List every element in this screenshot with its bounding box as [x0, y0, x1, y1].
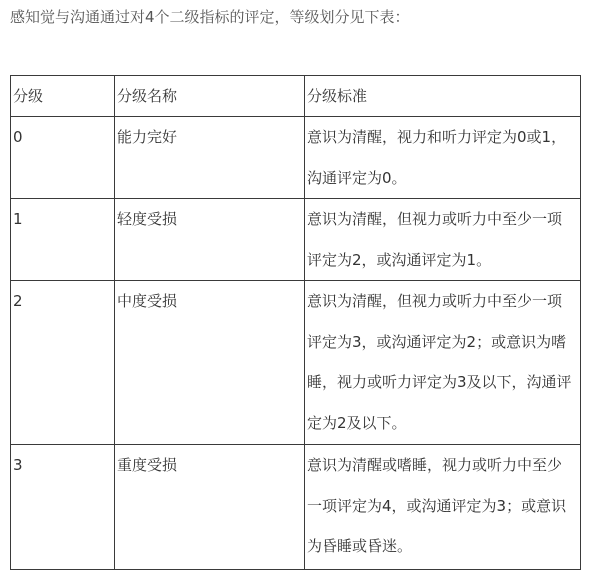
grade-name: 重度受损 — [117, 456, 178, 474]
grade-name-cell — [115, 445, 305, 570]
header-grade: 分级 — [11, 76, 115, 117]
grade-value: 3 — [13, 456, 23, 474]
grade-standard: 意识为清醒或嗜睡，视力或听力中至少一项评定为4，或沟通评定为3；或意识为昏睡或昏迷。 — [307, 456, 567, 555]
grade-value: 1 — [13, 210, 23, 228]
grade-cell — [11, 281, 115, 445]
header-grade-standard: 分级标准 — [305, 76, 581, 117]
header-grade-name: 分级名称 — [115, 76, 305, 117]
grade-standard-cell — [305, 117, 581, 199]
grade-name: 轻度受损 — [117, 210, 178, 228]
table-header-row — [11, 76, 581, 117]
grade-standard-cell — [305, 199, 581, 281]
grade-cell — [11, 445, 115, 570]
table-row — [11, 281, 581, 445]
grade-name-cell — [115, 117, 305, 199]
grade-standard-cell — [305, 281, 581, 445]
grade-value: 0 — [13, 128, 23, 146]
table-row — [11, 199, 581, 281]
table-row — [11, 117, 581, 199]
grade-standard: 意识为清醒，但视力或听力中至少一项评定为3，或沟通评定为2；或意识为嗜睡，视力或听力评定为3及以下，沟通评定为2及以下。 — [307, 292, 572, 432]
grade-standard: 意识为清醒，但视力或听力中至少一项评定为2，或沟通评定为1。 — [307, 210, 563, 269]
grade-standard-cell — [305, 445, 581, 570]
grade-table — [10, 75, 581, 570]
grade-cell — [11, 117, 115, 199]
grade-name-cell — [115, 199, 305, 281]
grade-name-cell — [115, 281, 305, 445]
grade-name: 中度受损 — [117, 292, 178, 310]
grade-cell — [11, 199, 115, 281]
grade-name: 能力完好 — [117, 128, 178, 146]
table-row — [11, 445, 581, 570]
grade-standard: 意识为清醒，视力和听力评定为0或1，沟通评定为0。 — [307, 128, 567, 187]
grade-value: 2 — [13, 292, 23, 310]
intro-text: 感知觉与沟通通过对4个二级指标的评定，等级划分见下表： — [10, 8, 410, 26]
